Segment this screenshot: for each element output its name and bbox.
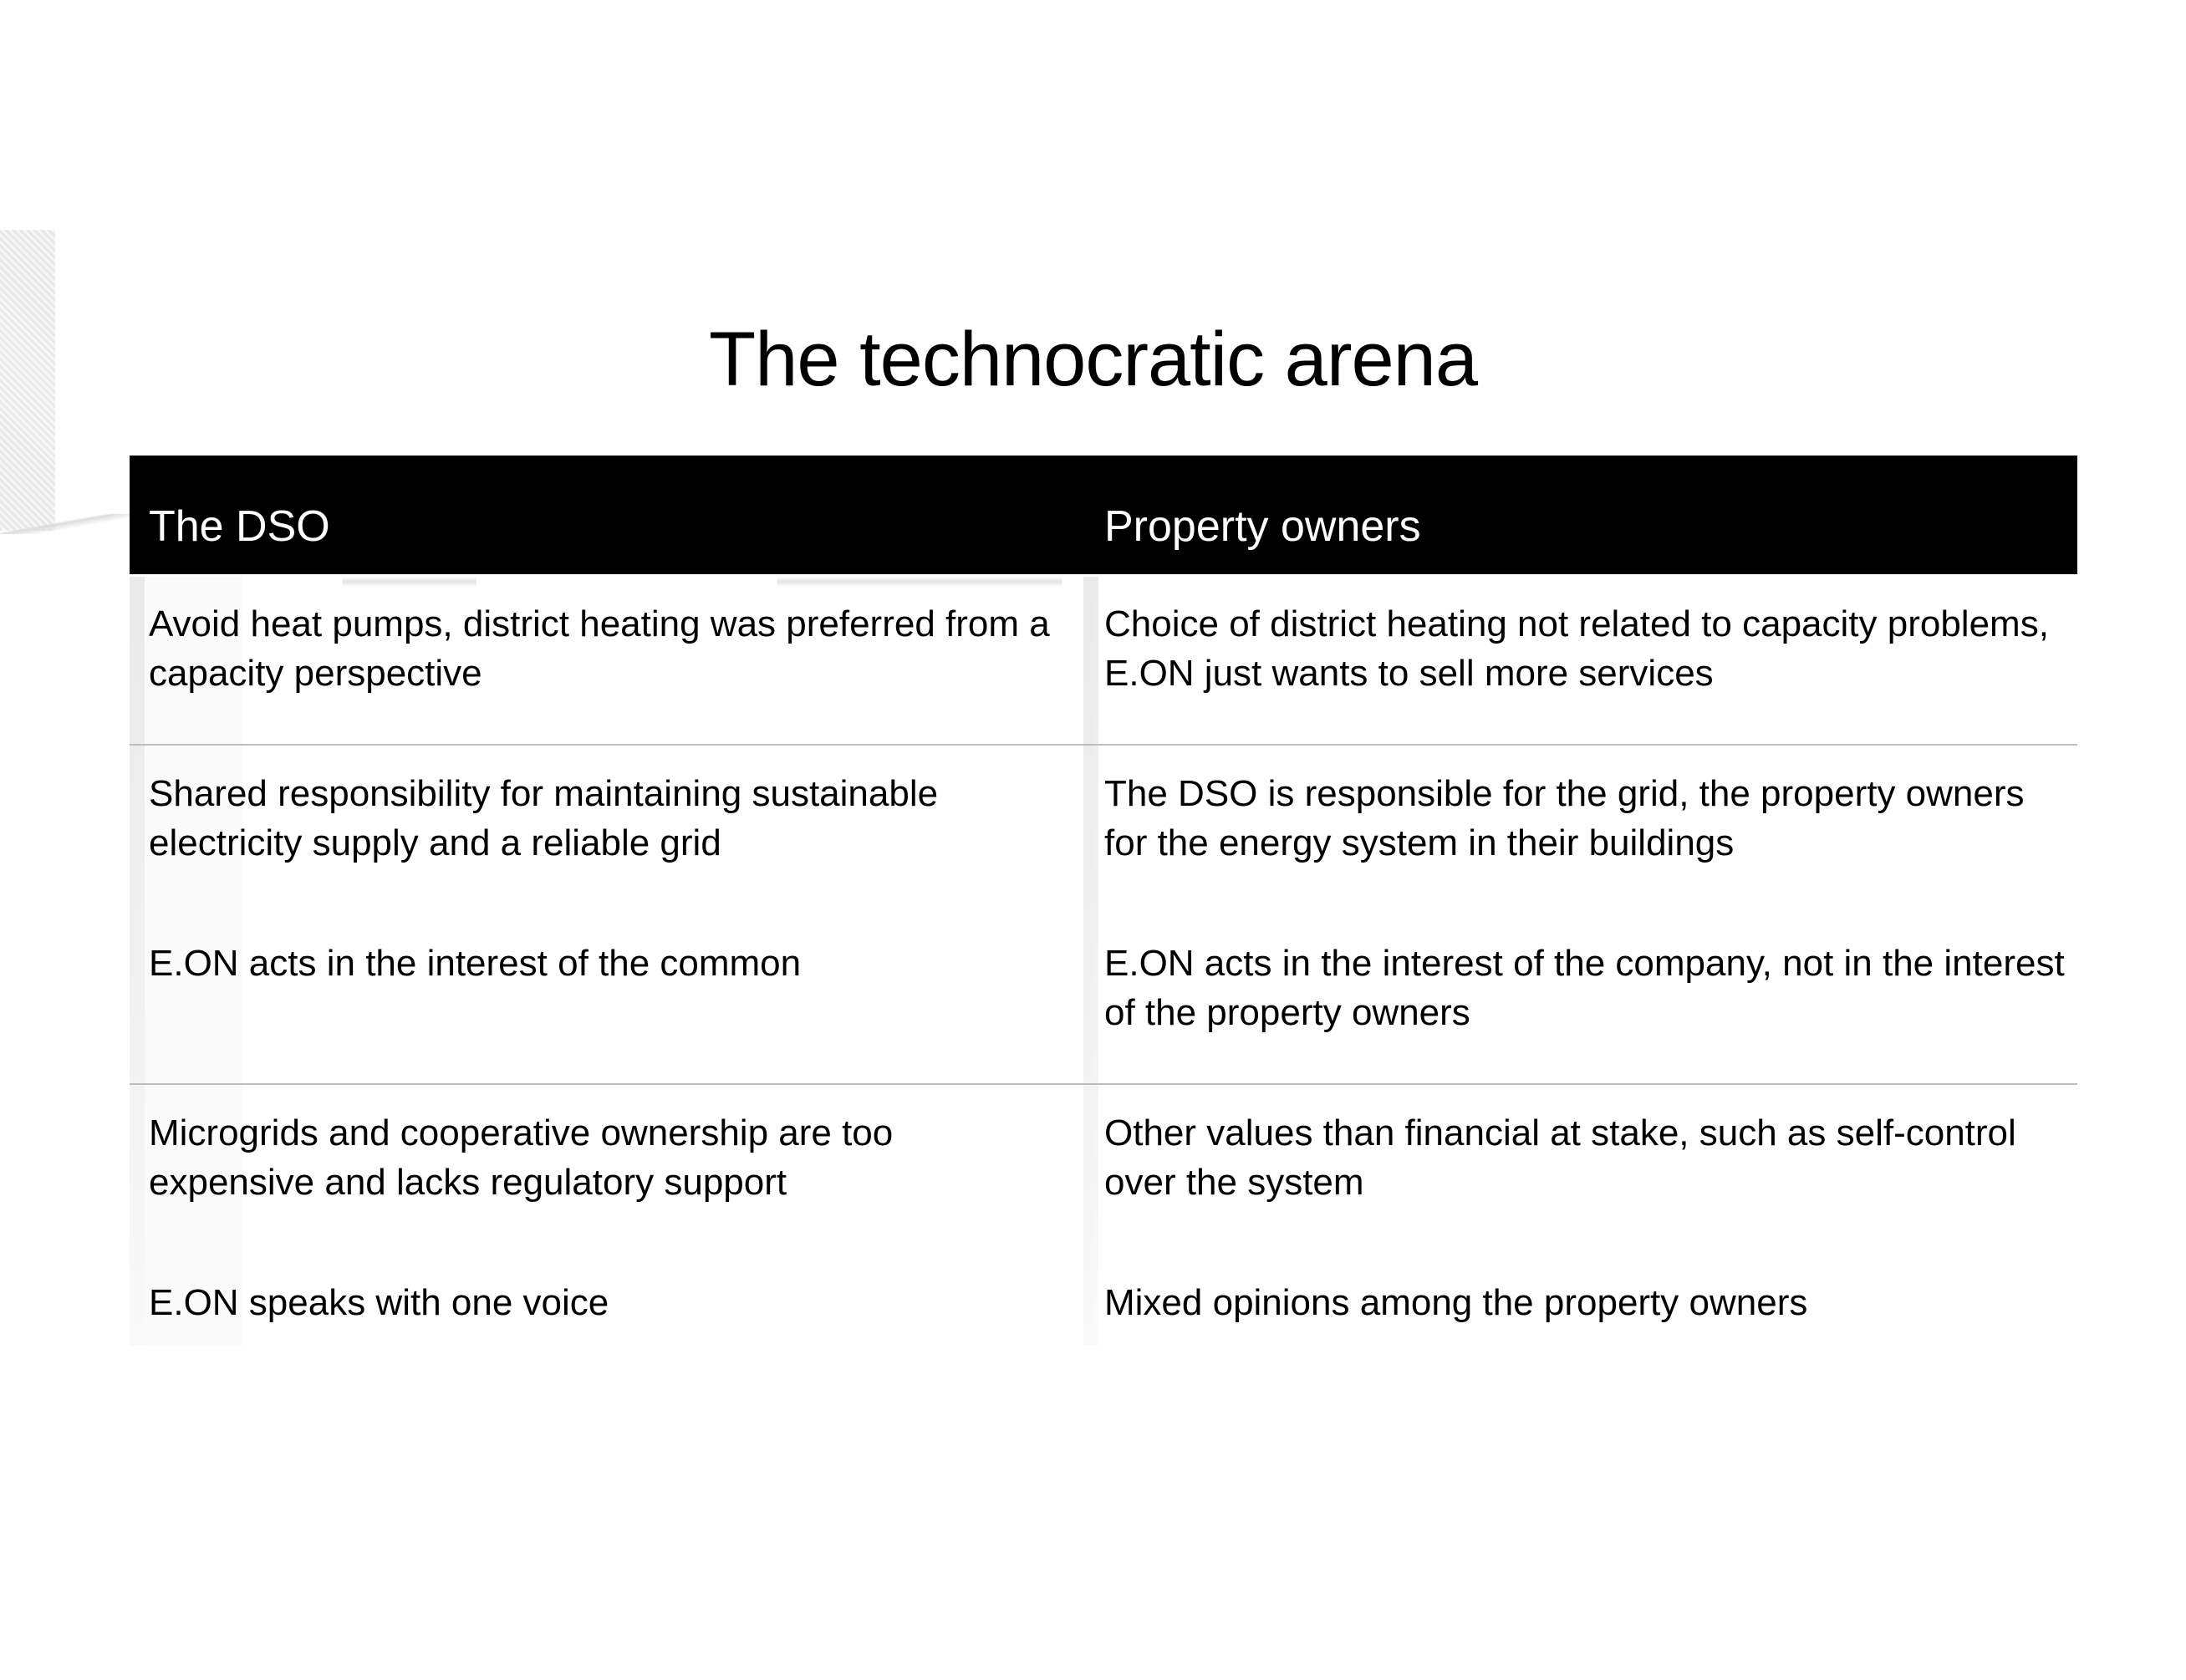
cell-property-owners: Mixed opinions among the property owners <box>1104 1282 1808 1323</box>
decorative-swoosh <box>0 514 142 534</box>
cell-dso: E.ON acts in the interest of the common <box>149 943 802 984</box>
column-header-property-owners: Property owners <box>1104 502 1421 551</box>
cell-dso: Avoid heat pumps, district heating was preferred from a capacity perspective <box>149 603 1050 694</box>
cell-dso: Microgrids and cooperative ownership are too expensive and lacks regulatory support <box>149 1112 894 1203</box>
table-row <box>130 1253 2077 1423</box>
table-header <box>130 456 2077 574</box>
column-header-dso: The DSO <box>149 502 330 551</box>
cell-property-owners: Choice of district heating not related to capacity problems, E.ON just wants to sell more services <box>1104 603 2049 694</box>
table-row <box>130 744 2077 914</box>
slide-title: The technocratic arena <box>709 317 1477 402</box>
comparison-table <box>130 456 2077 1423</box>
cell-dso: Shared responsibility for maintaining sustainable electricity supply and a reliable grid <box>149 773 939 863</box>
cell-property-owners: Other values than financial at stake, such as self-control over the system <box>1104 1112 2016 1203</box>
table-row <box>130 574 2077 744</box>
cell-property-owners: E.ON acts in the interest of the company, not in the interest of the property owners <box>1104 943 2065 1033</box>
cell-property-owners: The DSO is responsible for the grid, the property owners for the energy system in their buildings <box>1104 773 2025 863</box>
table-row <box>130 1083 2077 1253</box>
cell-dso: E.ON speaks with one voice <box>149 1282 609 1323</box>
table-row <box>130 914 2077 1083</box>
